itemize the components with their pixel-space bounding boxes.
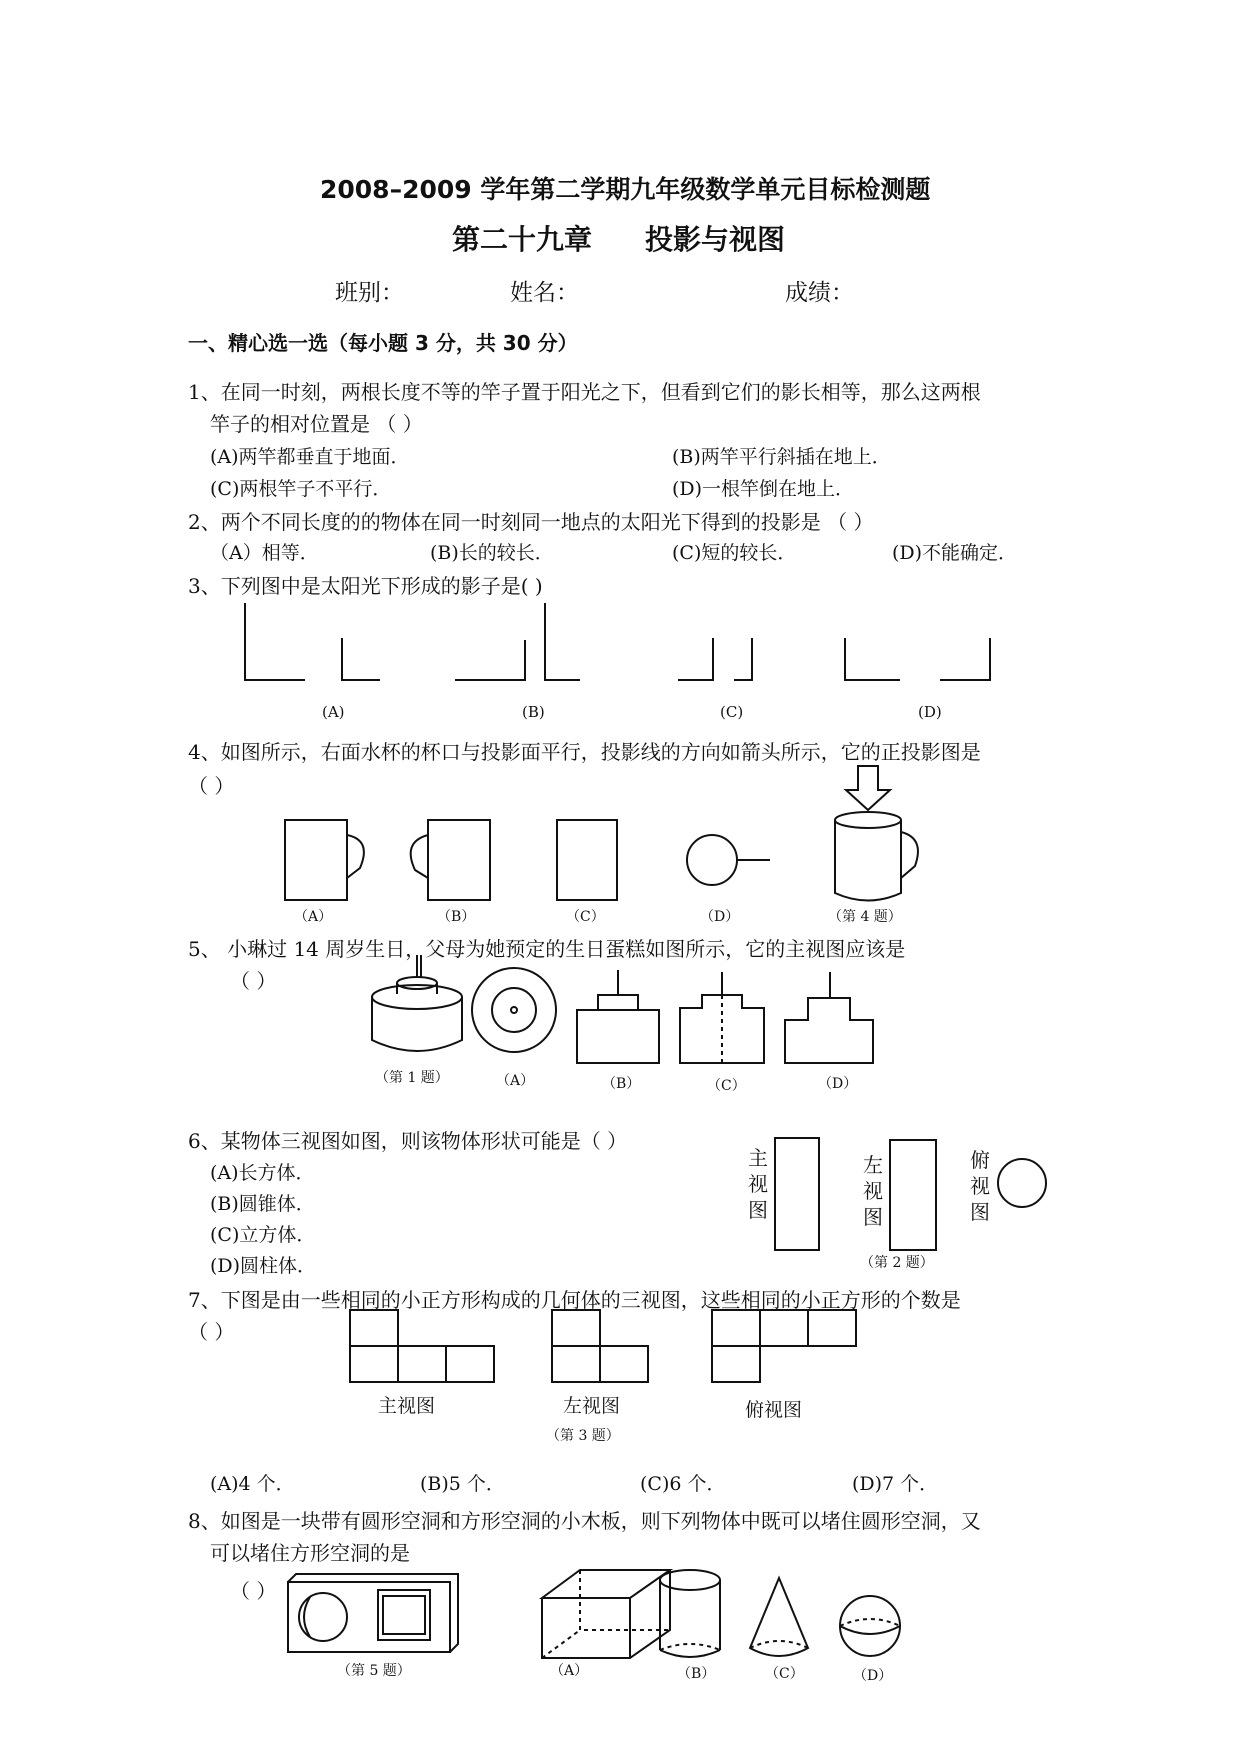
q6-front-view-label: 主视图 <box>748 1146 768 1222</box>
q7-front-view <box>350 1310 398 1346</box>
q2-option-d: (D)不能确定． <box>892 542 1018 564</box>
q4-figures <box>0 760 1240 900</box>
q5-cake-top <box>397 977 437 989</box>
q1-option-d: (D)一根竿倒在地上． <box>672 478 855 500</box>
chapter-name: 投影与视图 <box>645 223 786 256</box>
q7-left-view <box>552 1310 600 1346</box>
q8-text: 8、如图是一块带有圆形空洞和方形空洞的小木板，则下列物体中既可以堵住圆形空洞，又 <box>188 1509 981 1533</box>
q1-option-b: (B)两竿平行斜插在地上． <box>672 446 891 468</box>
q6-left-view <box>890 1140 936 1250</box>
q7-caption: （第 3 题） <box>546 1428 620 1444</box>
q6-caption: （第 2 题） <box>860 1255 934 1271</box>
q8-square-hole <box>378 1590 430 1640</box>
q6-top-view-label: 俯视图 <box>970 1148 990 1224</box>
q3-figure-c2 <box>734 638 752 680</box>
q7-option-b: (B)5 个． <box>420 1473 505 1495</box>
q8-label-c: （C） <box>765 1666 804 1682</box>
q3-figure-b2 <box>545 603 580 680</box>
q4-label-c: （C） <box>566 909 605 925</box>
q7-top-label: 俯视图 <box>745 1399 803 1421</box>
section-title: 一、精心选一选（每小题 3 分，共 30 分） <box>188 331 578 355</box>
q5-text: 5、 小琳过 14 周岁生日，父母为她预定的生日蛋糕如图所示，它的主视图应该是 <box>188 937 906 961</box>
q5-caption: （第 1 题） <box>375 1070 449 1086</box>
q4-text: 4、如图所示，右面水杯的杯口与投影面平行，投影线的方向如箭头所示，它的正投影图是 <box>188 740 981 764</box>
q3-figure-a1 <box>245 603 305 680</box>
q3-label-a: (A) <box>322 703 345 721</box>
q3-figure-a2 <box>342 638 380 680</box>
q3-label-d: (D) <box>918 703 942 721</box>
q4-cup-top <box>835 812 901 828</box>
q2-option-a: （A）相等． <box>210 542 319 564</box>
q4-figure-d <box>687 835 737 885</box>
q3-figure-d2 <box>940 638 990 680</box>
q1-option-a: (A)两竿都垂直于地面． <box>210 446 410 468</box>
exam-title: 2008–2009 学年第二学期九年级数学单元目标检测题 <box>320 175 931 204</box>
q5-figure-d <box>785 998 873 1063</box>
q6-front-view <box>775 1138 819 1250</box>
q2-option-b: (B)长的较长． <box>430 542 554 564</box>
q8-round-hole <box>299 1593 347 1641</box>
q7-text: 7、下图是由一些相同的小正方形构成的几何体的三视图，这些相同的小正方形的个数是 <box>188 1288 961 1312</box>
q4-text-2: （ ） <box>188 774 235 798</box>
q6-option-d: (D)圆柱体． <box>210 1255 317 1277</box>
q4-label-a: （A） <box>294 909 333 925</box>
q6-option-a: (A)长方体． <box>210 1162 315 1184</box>
q8-text-2: 可以堵住方形空洞的是 <box>210 1541 410 1565</box>
q8-figures <box>0 1560 1240 1670</box>
q7-option-a: (A)4 个． <box>210 1473 295 1495</box>
q8-text-3: （ ） <box>230 1579 277 1603</box>
q7-left-label: 左视图 <box>563 1395 621 1417</box>
q3-label-b: (B) <box>522 703 545 721</box>
q3-figure-d1 <box>845 638 900 680</box>
q6-option-b: (B)圆锥体． <box>210 1193 315 1215</box>
q4-caption: （第 4 题） <box>828 909 902 925</box>
q1-text: 1、在同一时刻，两根长度不等的竿子置于阳光之下，但看到它们的影长相等，那么这两根 <box>188 380 981 404</box>
class-label: 班别： <box>335 280 404 306</box>
q5-label-b: （B） <box>602 1076 641 1092</box>
q6-left-view-label: 左视图 <box>863 1153 883 1229</box>
q8-caption: （第 5 题） <box>337 1663 411 1679</box>
q5-figure-a <box>472 968 556 1052</box>
q7-top-view <box>712 1310 760 1346</box>
q3-figure-c1 <box>678 638 713 680</box>
q1-option-c: (C)两根竿子不平行． <box>210 478 392 500</box>
name-label: 姓名： <box>510 280 579 306</box>
q5-label-c: （C） <box>707 1078 746 1094</box>
q6-text: 6、某物体三视图如图，则该物体形状可能是（ ） <box>188 1129 628 1153</box>
chapter-number: 第二十九章 <box>452 223 593 256</box>
q4-figure-c <box>557 820 617 900</box>
q4-figure-b <box>428 820 490 900</box>
q4-label-d: （D） <box>700 909 740 925</box>
q2-option-c: (C)短的较长． <box>672 542 797 564</box>
q6-top-view <box>998 1159 1046 1207</box>
q6-views <box>0 1130 1240 1270</box>
q7-option-c: (C)6 个． <box>640 1473 726 1495</box>
q4-arrow <box>846 766 890 810</box>
q8-figure-d <box>840 1596 900 1656</box>
q8-figure-a <box>542 1570 670 1598</box>
q3-shadow-figures <box>0 600 1240 720</box>
q3-figure-b1 <box>455 640 525 680</box>
q5-figure-b <box>577 1010 659 1063</box>
q5-figures <box>0 950 1240 1080</box>
q8-label-d: （D） <box>853 1668 893 1684</box>
q8-label-b: （B） <box>677 1666 716 1682</box>
q7-front-label: 主视图 <box>378 1395 436 1417</box>
q5-text-2: （ ） <box>230 969 277 993</box>
q5-label-d: （D） <box>818 1076 858 1092</box>
q7-text-2: （ ） <box>188 1320 235 1344</box>
q4-figure-a <box>285 820 347 900</box>
q7-option-d: (D)7 个． <box>852 1473 939 1495</box>
q6-option-c: (C)立方体． <box>210 1224 316 1246</box>
q1-text-2: 竿子的相对位置是 （ ） <box>210 412 423 436</box>
q4-label-b: （B） <box>437 909 476 925</box>
score-label: 成绩： <box>785 280 854 306</box>
q3-text: 3、下列图中是太阳光下形成的影子是( ) <box>188 574 543 598</box>
q5-label-a: （A） <box>496 1073 535 1089</box>
q3-label-c: (C) <box>720 703 744 721</box>
q8-label-a: （A） <box>550 1663 589 1679</box>
q2-text: 2、两个不同长度的的物体在同一时刻同一地点的太阳光下得到的投影是 （ ） <box>188 510 874 534</box>
